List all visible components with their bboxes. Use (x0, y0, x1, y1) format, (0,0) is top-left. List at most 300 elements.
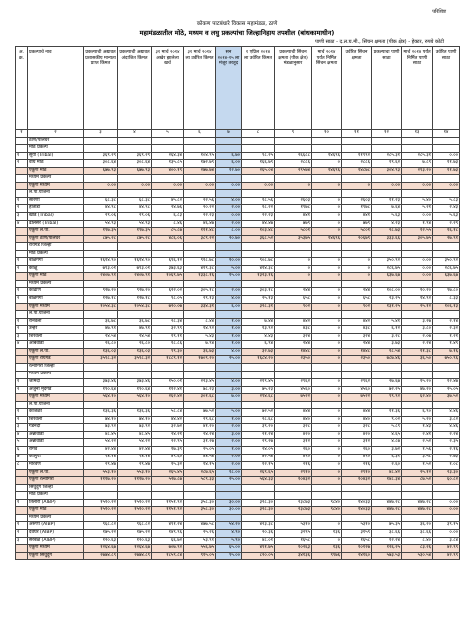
value-cell: १७.३९ (152, 446, 184, 454)
value-cell: ८.४६ (152, 220, 184, 228)
value-cell: ९९.९२ (372, 394, 402, 402)
value-cell (216, 243, 242, 251)
value-cell (275, 492, 312, 500)
value-cell: २५.१२ (402, 303, 433, 311)
serial-cell: ७ (16, 454, 28, 462)
value-cell (118, 190, 152, 198)
value-cell: १८.८६ (152, 341, 184, 349)
value-cell: ३७३.४६ (84, 379, 118, 387)
value-cell: १०.०० (216, 258, 242, 266)
value-cell (372, 311, 402, 319)
value-cell (433, 145, 460, 153)
value-cell: ४४७.२८ (402, 507, 433, 515)
value-cell: ११२.४१ (152, 386, 184, 394)
value-cell: ३२८.३० (242, 499, 275, 507)
value-cell: १.५२ (402, 462, 433, 470)
table-row (16, 416, 460, 424)
value-cell: ३१५९ (342, 529, 372, 537)
value-cell (216, 250, 242, 258)
project-name-cell: एकूण मोठे (28, 273, 84, 281)
serial-cell: १ (16, 152, 28, 160)
project-name-cell: एकूण रायगड (28, 356, 84, 364)
value-cell (372, 401, 402, 409)
serial-cell: १ (16, 197, 28, 205)
value-cell: ४२० (342, 431, 372, 439)
value-cell: ० (312, 160, 342, 168)
serial-cell (16, 311, 28, 319)
value-cell: २.१४ (433, 318, 460, 326)
serial-cell (16, 137, 28, 145)
value-cell: ९९.३० (152, 348, 184, 356)
value-cell: २.०० (216, 454, 242, 462)
value-cell: १३६.३६ (84, 409, 118, 417)
value-cell: ८२०.०५ (242, 552, 275, 560)
value-cell: ४२० (275, 431, 312, 439)
value-cell (184, 250, 216, 258)
value-cell: २५.१३ (242, 296, 275, 304)
value-cell: ७२०.०७ (152, 303, 184, 311)
value-cell: ५४.२० (216, 522, 242, 530)
serial-cell (16, 175, 28, 183)
value-cell: ७२.२५ (372, 386, 402, 394)
value-cell (118, 175, 152, 183)
value-cell (342, 492, 372, 500)
value-cell: ० (312, 356, 342, 364)
value-cell (275, 514, 312, 522)
value-cell: ०.०० (216, 213, 242, 221)
value-cell: ३६.२० (402, 522, 433, 530)
value-cell: ५.६३ (433, 213, 460, 221)
serial-cell: २ (16, 265, 28, 273)
value-cell: ७९३.०१ (84, 265, 118, 273)
value-cell: २४.५४ (84, 333, 118, 341)
value-cell: ३५३७५ (275, 235, 312, 243)
value-cell (312, 311, 342, 319)
value-cell: ३२.७३ (242, 348, 275, 356)
table-row (16, 379, 460, 387)
project-name-cell: एकूण ल.पा. (28, 469, 84, 477)
value-cell: २०.२२ (184, 205, 216, 213)
value-cell (216, 401, 242, 409)
value-cell: ३२.९९ (152, 326, 184, 334)
value-cell: ० (312, 424, 342, 432)
serial-cell: २ (16, 416, 28, 424)
value-cell (402, 363, 433, 371)
value-cell: ५४.२२ (84, 439, 118, 447)
value-cell (433, 363, 460, 371)
value-cell (152, 363, 184, 371)
value-cell: ० (312, 228, 342, 236)
value-cell (342, 250, 372, 258)
section-row (16, 363, 460, 371)
value-cell (152, 311, 184, 319)
value-cell: ४५६० (275, 386, 312, 394)
project-name-cell: एकूण मध्यम (28, 394, 84, 402)
value-cell: ३.०० (216, 431, 242, 439)
value-cell: ११९९२ (342, 152, 372, 160)
value-cell (216, 311, 242, 319)
value-cell: ४.४६ (433, 424, 460, 432)
table-row (16, 197, 460, 205)
value-cell: ४४.४७ (242, 220, 275, 228)
serial-cell (16, 250, 28, 258)
value-cell (152, 484, 184, 492)
value-cell: ७४.१० (84, 416, 118, 424)
column-header: अ. क्र. (16, 47, 28, 130)
value-cell: ४९० (342, 454, 372, 462)
table-row (16, 439, 460, 447)
value-cell (216, 492, 242, 500)
project-name-cell: ल.पा.योजना (28, 190, 84, 198)
table-row (16, 341, 460, 349)
value-cell: २९५७४ (275, 167, 312, 175)
value-cell: २९.४७ (118, 462, 152, 470)
value-cell: ० (312, 258, 342, 266)
value-cell (84, 311, 118, 319)
value-cell (216, 280, 242, 288)
value-cell: १७०९.२० (184, 356, 216, 364)
value-cell: ५२७.८७ (152, 477, 184, 485)
value-cell (433, 243, 460, 251)
value-cell (184, 492, 216, 500)
serial-cell: ३ (16, 424, 28, 432)
value-cell: ९०२ (275, 303, 312, 311)
project-name-cell: देवघर (AIBP) (28, 529, 84, 537)
total-row (16, 228, 460, 236)
value-cell: ०.०० (242, 182, 275, 190)
value-cell (275, 145, 312, 153)
value-cell: ०.०० (152, 182, 184, 190)
value-cell: ५.८९ (372, 424, 402, 432)
value-cell: ९६८.८२ (84, 522, 118, 530)
value-cell: १०१२७ (342, 545, 372, 553)
table-row (16, 265, 460, 273)
value-cell: १६१४.९० (118, 258, 152, 266)
value-cell: १२७.१८ (84, 296, 118, 304)
value-cell (216, 137, 242, 145)
value-cell (84, 190, 118, 198)
value-cell: ० (312, 273, 342, 281)
serial-cell (16, 167, 28, 175)
value-cell: ७.४४ (242, 318, 275, 326)
value-cell: ६३७.६७ (372, 273, 402, 281)
value-cell: २४०७.९१ (118, 273, 152, 281)
value-cell (84, 175, 118, 183)
value-cell: २६०३ (275, 197, 312, 205)
value-cell: ३९.१५ (433, 522, 460, 530)
value-cell (152, 514, 184, 522)
column-number: २ (28, 130, 84, 138)
value-cell: ०.०० (402, 265, 433, 273)
table-row (16, 205, 460, 213)
value-cell: ० (312, 318, 342, 326)
value-cell: १८.०० (216, 469, 242, 477)
value-cell: २६० (275, 446, 312, 454)
value-cell: ४२.४४ (84, 446, 118, 454)
value-cell (372, 280, 402, 288)
value-cell: ३३४.३१ (184, 303, 216, 311)
value-cell: १९७.३५ (118, 228, 152, 236)
value-cell: २८५.३१ (402, 152, 433, 160)
value-cell: २७.९१ (433, 235, 460, 243)
value-cell (372, 243, 402, 251)
value-cell: २८७.६५ (184, 469, 216, 477)
value-cell: ३०८.६४ (84, 160, 118, 168)
value-cell (216, 514, 242, 522)
value-cell: ९.०२ (372, 416, 402, 424)
value-cell: ० (275, 258, 312, 266)
value-cell: ४४.४२ (152, 416, 184, 424)
value-cell: ३१२ (342, 439, 372, 447)
value-cell (84, 492, 118, 500)
serial-cell (16, 145, 28, 153)
project-name-cell: ढोलसरे (Tribal) (28, 220, 84, 228)
value-cell: १८.५६ (242, 197, 275, 205)
value-cell: २७.६७ (372, 379, 402, 387)
value-cell: ६७७.९३ (118, 167, 152, 175)
value-cell: ० (312, 288, 342, 296)
project-name-cell: अन्नावाडी (28, 431, 84, 439)
value-cell: १३१.२५ (372, 303, 402, 311)
value-cell: ७.१६ (433, 348, 460, 356)
value-cell: १३६.३६ (118, 409, 152, 417)
value-cell: १४०३३ (342, 499, 372, 507)
value-cell (242, 243, 275, 251)
value-cell: २८८६ (275, 160, 312, 168)
value-cell: १८.५४ (372, 348, 402, 356)
value-cell: ४९१.२४ (152, 522, 184, 530)
value-cell: ७३.९२ (118, 424, 152, 432)
value-cell: १०५४.३८ (84, 303, 118, 311)
project-name-cell: हातोडा (28, 205, 84, 213)
value-cell: ४४४ (275, 409, 312, 417)
value-cell: ७७९ (342, 220, 372, 228)
value-cell (433, 514, 460, 522)
value-cell: ४२.९९ (433, 552, 460, 560)
table-row (16, 522, 460, 530)
value-cell (242, 371, 275, 379)
value-cell: ० (312, 333, 342, 341)
serial-cell: ३ (16, 333, 28, 341)
value-cell (275, 371, 312, 379)
value-cell: ७५०.९६ (433, 356, 460, 364)
table-row (16, 499, 460, 507)
project-name-cell: रांगव (28, 446, 84, 454)
value-cell (275, 363, 312, 371)
column-number: ५ (152, 130, 184, 138)
serial-cell (16, 363, 28, 371)
value-cell: २६.८० (84, 341, 118, 349)
value-cell: ४.८७ (372, 439, 402, 447)
value-cell: ७२.५२ (242, 409, 275, 417)
value-cell (275, 311, 312, 319)
table-row (16, 152, 460, 160)
serial-cell: १ (16, 522, 28, 530)
table-row (16, 258, 460, 266)
value-cell: २६०३ (342, 197, 372, 205)
project-name-cell: मध्यम प्रकल्प (28, 514, 84, 522)
column-number: १० (312, 130, 342, 138)
value-cell: ३.८४ (433, 537, 460, 545)
value-cell: २.३५ (433, 439, 460, 447)
value-cell: ० (275, 273, 312, 281)
value-cell (152, 401, 184, 409)
value-cell: ५३१० (275, 522, 312, 530)
value-cell: १५.३२ (152, 462, 184, 470)
total-row (16, 303, 460, 311)
value-cell: ४.०० (216, 379, 242, 387)
value-cell (152, 371, 184, 379)
value-cell: १५१०.२२ (118, 507, 152, 515)
value-cell: ० (342, 273, 372, 281)
serial-cell: २ (16, 160, 28, 168)
value-cell: १४.१५ (184, 462, 216, 470)
project-name-cell: एकूण सिंधुदुर्ग (28, 552, 84, 560)
value-cell: ४.६५ (372, 431, 402, 439)
column-number: ११ (342, 130, 372, 138)
project-name-cell: आंबेवाडी (28, 341, 84, 349)
project-name-cell: मध्यम प्रकल्प (28, 175, 84, 183)
value-cell: ०.०० (118, 182, 152, 190)
value-cell: ५६४.१० (84, 394, 118, 402)
value-cell: १.९४ (402, 220, 433, 228)
value-cell: २०.७० (216, 235, 242, 243)
value-cell: ३२९५ (275, 529, 312, 537)
value-cell: २९.२७ (242, 439, 275, 447)
value-cell: १३६.०३ (118, 348, 152, 356)
value-cell: ६३७.६७ (433, 273, 460, 281)
value-cell: ९९७६ (312, 552, 342, 560)
value-cell (372, 363, 402, 371)
value-cell: ११.७३ (433, 167, 460, 175)
value-cell (342, 190, 372, 198)
value-cell: ० (342, 258, 372, 266)
value-cell: ६५८ (275, 296, 312, 304)
value-cell (372, 190, 402, 198)
value-cell: ६२.४० (402, 394, 433, 402)
value-cell (433, 401, 460, 409)
value-cell: ९४.१४ (84, 454, 118, 462)
value-cell: २५.०० (216, 477, 242, 485)
value-cell: ३.८० (402, 326, 433, 334)
value-cell (433, 311, 460, 319)
column-header: मार्च २०१४ पर्यंत निर्मित सिंचन क्षमता (312, 47, 342, 130)
value-cell: १०२६३ (275, 545, 312, 553)
value-cell: ३२८.३० (242, 507, 275, 515)
value-cell: ४२३.३८ (242, 522, 275, 530)
value-cell: ० (312, 182, 342, 190)
value-cell: ५५६.७५ (184, 545, 216, 553)
column-number-row (16, 130, 460, 138)
value-cell: २९४.६८ (242, 394, 275, 402)
value-cell: ३६.५० (402, 356, 433, 364)
value-cell: २४४ (275, 341, 312, 349)
value-cell: ८.४० (402, 537, 433, 545)
value-cell (152, 145, 184, 153)
value-cell: १२.१५ (242, 462, 275, 470)
column-header: १ एप्रिल २०१४ ला उर्वरित किंमत (242, 47, 275, 130)
value-cell: २६९.६५ (242, 469, 275, 477)
table-row (16, 424, 460, 432)
value-cell: २६४.३४ (152, 152, 184, 160)
value-cell: ७०७.९२ (152, 545, 184, 553)
section-row (16, 137, 460, 145)
value-cell: ३२४ (342, 333, 372, 341)
value-cell: १४६९६ (312, 167, 342, 175)
value-cell (84, 484, 118, 492)
value-cell: ३.७३ (372, 341, 402, 349)
value-cell: ० (312, 439, 342, 447)
serial-cell: ६ (16, 446, 28, 454)
value-cell: ३२८ (275, 424, 312, 432)
value-cell (84, 137, 118, 145)
serial-cell: २ (16, 386, 28, 394)
value-cell (275, 137, 312, 145)
section-row (16, 401, 460, 409)
value-cell: ४२.९९ (433, 545, 460, 553)
value-cell: ५५३.१० (118, 469, 152, 477)
value-cell (275, 243, 312, 251)
value-cell: ०.०० (433, 152, 460, 160)
value-cell: ८.०० (216, 228, 242, 236)
value-cell: ३०४.९३ (372, 167, 402, 175)
value-cell: ३६९.२९ (84, 152, 118, 160)
serial-cell: २ (16, 326, 28, 334)
column-header: ३१ मार्च २०१४ अखेर झालेला खर्च (152, 47, 184, 130)
value-cell: २६५.०४ (242, 167, 275, 175)
value-cell: २१.२४ (242, 431, 275, 439)
project-name-cell: सारणी (28, 197, 84, 205)
value-cell (342, 280, 372, 288)
value-cell: ० (275, 182, 312, 190)
value-cell: २५.०५ (433, 386, 460, 394)
value-cell: ६९६.१२ (152, 258, 184, 266)
value-cell: २०.३६ (242, 529, 275, 537)
value-cell: १.०० (216, 446, 242, 454)
value-cell: १२०.६३ (84, 537, 118, 545)
value-cell: ०.०० (433, 529, 460, 537)
value-cell (118, 401, 152, 409)
value-cell: ० (342, 182, 372, 190)
value-cell: २४.०५ (242, 446, 275, 454)
serial-cell: ५ (16, 439, 28, 447)
value-cell (342, 175, 372, 183)
value-cell: ५.२१ (402, 205, 433, 213)
value-cell (118, 484, 152, 492)
table-row (16, 529, 460, 537)
total-row (16, 167, 460, 175)
value-cell: २.०० (216, 462, 242, 470)
value-cell: २४.७६ (152, 205, 184, 213)
value-cell: ६८.३८ (84, 197, 118, 205)
value-cell (402, 514, 433, 522)
column-header: प्रकल्पाचा पाणी साठा (372, 47, 402, 130)
value-cell (242, 250, 275, 258)
serial-cell (16, 190, 28, 198)
value-cell (433, 137, 460, 145)
value-cell: ० (312, 303, 342, 311)
table-row (16, 409, 460, 417)
value-cell (242, 492, 275, 500)
value-cell: १.२१ (433, 333, 460, 341)
value-cell (275, 484, 312, 492)
value-cell: २७७.७४ (184, 167, 216, 175)
serial-cell (16, 552, 28, 560)
serial-cell: २ (16, 205, 28, 213)
value-cell: ३६८.५२ (242, 235, 275, 243)
project-name-cell: ल.पा.योजना (28, 311, 84, 319)
value-cell: ४.४६ (433, 409, 460, 417)
